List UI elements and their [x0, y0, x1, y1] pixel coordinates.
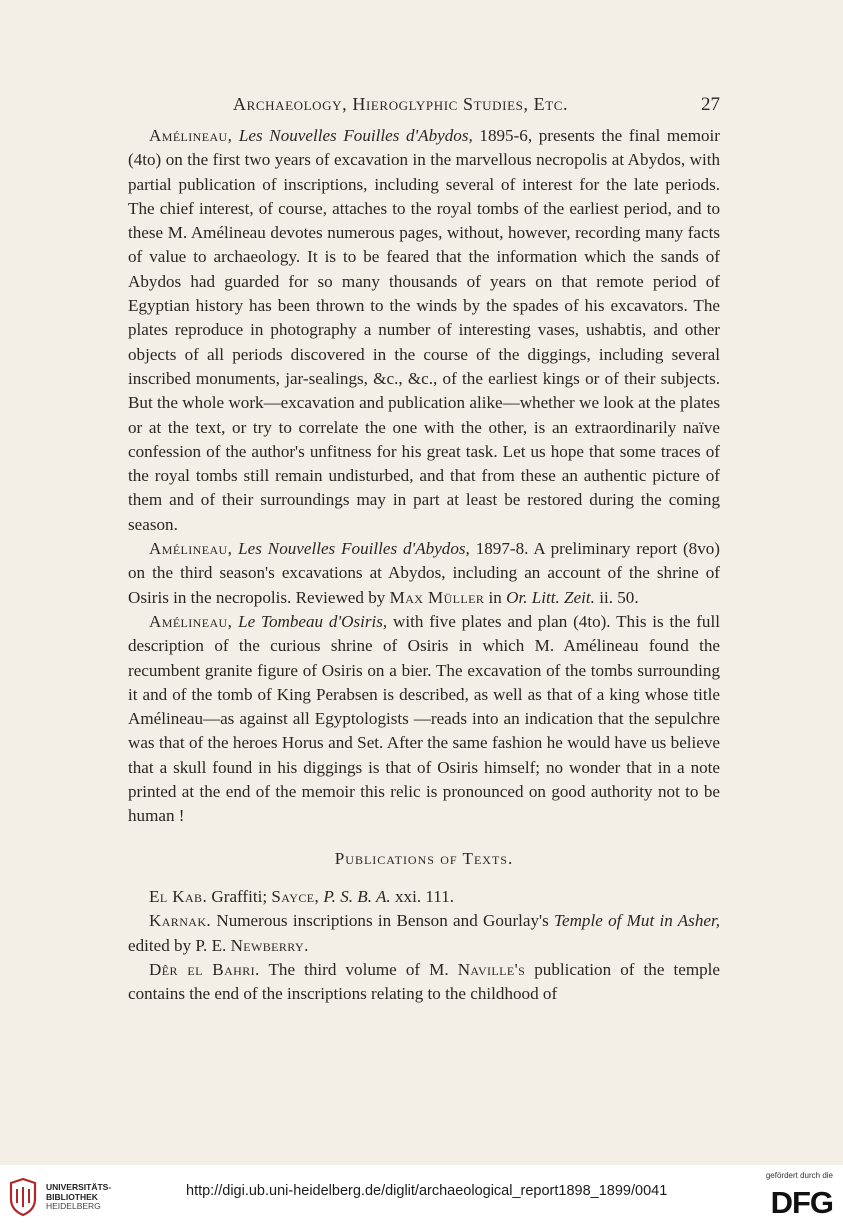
funding-note: gefördert durch die — [765, 1171, 833, 1180]
editor-name: Newberry. — [230, 935, 309, 955]
paragraph-text: Graffiti; — [207, 886, 272, 906]
author-name: Sayce, — [271, 886, 320, 906]
dfg-wordmark: DFG — [770, 1185, 833, 1220]
work-title: Temple of Mut in Asher, — [554, 911, 720, 931]
paragraph-text: edited by P. E. — [128, 935, 231, 955]
author-name: Amélineau, — [149, 539, 233, 559]
running-head: Archaeology, Hieroglyphic Studies, Etc. — [233, 94, 569, 114]
paragraph-el-kab — [128, 885, 720, 909]
paragraph-text: The third volume of M. — [259, 959, 458, 979]
paragraph-text: with five plates and plan (4to). This is the full description of the curious shrine of Osiris in which M. Amélineau found the recumbent granite figure of Osiris on a bier. The excavation of the tombs surrounding it and of the tomb of King Perabsen is described, as well as that of a king whose title Amélineau—as against all Egyptologists —reads into an indication that the sepulchre was that of the heroes Horus and Set. After the same fashion he would have us believe that a skull found in his diggings is that of Osiris himself; no wonder that in a note printed at the end of the memoir this relic is pronounced on good authority not to be human ! — [128, 611, 720, 826]
dfg-logo[interactable] — [747, 1171, 833, 1221]
body-text — [128, 124, 720, 1006]
paragraph-text: 1895-6, presents the final memoir (4to) on the first two years of excavation in the marvellous necropolis at Abydos, with partial publication of inscriptions, including several of interest for the late periods. The chief interest, of course, attaches to the royal tombs of the earliest period, and to these M. Amélineau devotes numerous pages, without, however, recording many facts of value to archaeology. It is to be feared that the information which the sands of Abydos had guarded for so many thousands of years on that remote period of Egyptian history has been thrown to the winds by the spades of his excavators. The plates reproduce in photography a number of interesting vases, ushabtis, and other objects of all periods discovered in the course of the diggings, including several inscribed monuments, jar-sealings, &c., &c., of the earliest kings or of their subjects. But the whole work—excavation and publication alike—whether we look at the plates or at the text, or try to correlate the one with the other, is an extraordinarily naïve confession of the author's unfitness for his great task. Let us hope that some traces of the royal tombs still remain undisturbed, and that from these an authentic picture of them and of their surroundings may in part at least be restored during the coming season. — [128, 126, 720, 534]
journal-name: P. S. B. A. — [323, 886, 391, 906]
paragraph-text: Numerous inscriptions in Benson and Gourlay's — [211, 911, 555, 931]
work-title: Les Nouvelles Fouilles d'Abydos, — [238, 126, 473, 145]
library-logo[interactable] — [8, 1177, 118, 1217]
paragraph-text: in — [484, 587, 507, 607]
place-name: Karnak. — [149, 911, 212, 931]
library-crest-icon — [8, 1177, 38, 1217]
place-name: El Kab. — [149, 886, 208, 906]
paragraph-karnak — [128, 909, 720, 958]
paragraph-amelineau-1895 — [128, 124, 720, 537]
paragraph-text: ii. 50. — [594, 587, 639, 607]
page-header — [128, 94, 720, 118]
author-name: Naville's — [457, 959, 526, 979]
paragraph-text: publication of the temple contains the end of the inscriptions relating to the childhood of — [128, 959, 721, 1004]
library-name: UNIVERSITÄTS- BIBLIOTHEK HEIDELBERG — [46, 1182, 112, 1211]
section-title: Publications of Texts. — [334, 848, 514, 868]
paragraph-text: 1897-8. A preliminary report (8vo) on the third season's excavations at Abydos, including an account of the shrine of Osiris in the necropolis. Reviewed by — [128, 539, 720, 607]
paragraph-text: xxi. 111. — [390, 886, 455, 906]
author-name: Amélineau, — [149, 126, 233, 145]
reviewer-name: Max Müller — [389, 587, 485, 607]
footer-bar — [0, 1165, 843, 1225]
work-title: Le Tombeau d'Osiris, — [238, 611, 388, 631]
permalink-url[interactable]: http://digi.ub.uni-heidelberg.de/diglit/archaeological_report1898_1899/0041 — [186, 1183, 668, 1199]
work-title: Les Nouvelles Fouilles d'Abydos, — [238, 539, 470, 559]
paragraph-tombeau-osiris — [128, 610, 720, 829]
author-name: Amélineau, — [149, 611, 233, 631]
journal-name: Or. Litt. Zeit. — [506, 587, 595, 607]
page-number: 27 — [701, 94, 720, 115]
place-name: Dêr el Bahri. — [149, 959, 260, 979]
paragraph-amelineau-1897 — [128, 537, 720, 610]
paragraph-der-el-bahri — [128, 958, 720, 1007]
